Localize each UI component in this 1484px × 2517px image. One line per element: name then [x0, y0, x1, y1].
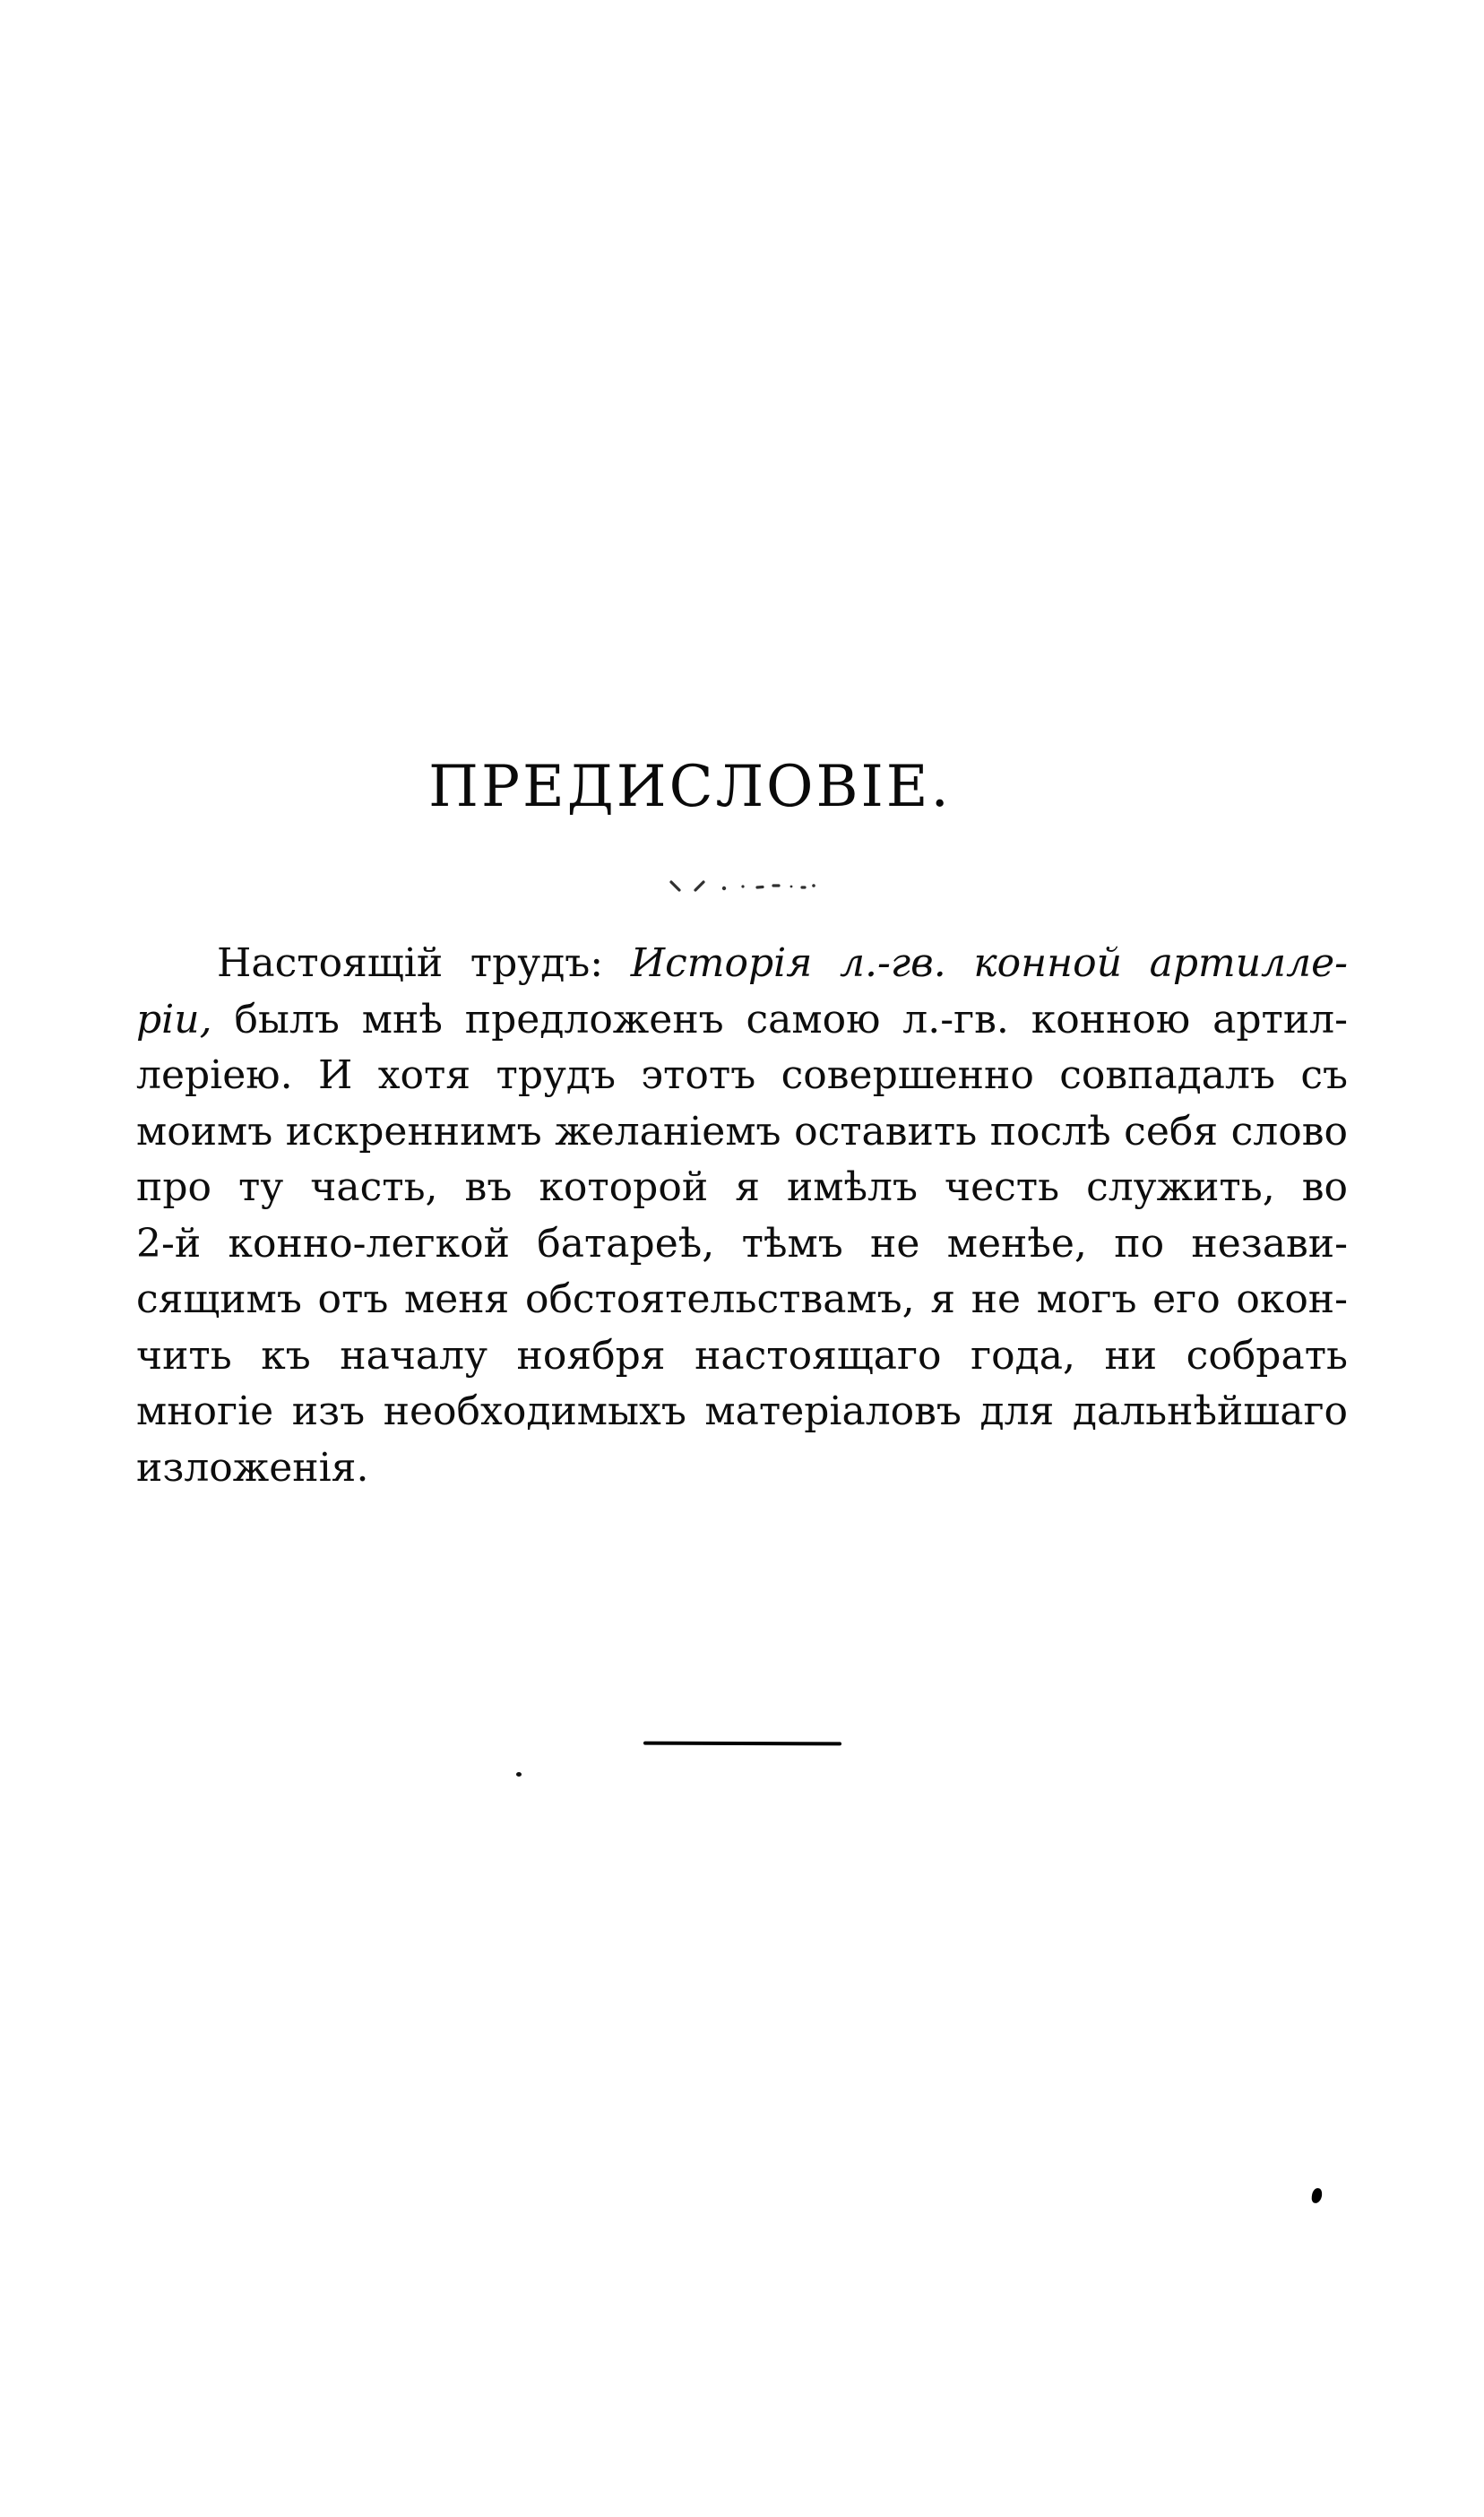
preface-paragraph [136, 936, 1348, 1496]
title-underline-flourish-icon [668, 878, 818, 895]
paragraph-line [136, 1104, 1348, 1161]
paragraph-line [136, 1440, 1348, 1497]
text-segment: леріею. И хотя трудъ этотъ совершенно совпадалъ съ [136, 1052, 1348, 1098]
italic-text-segment: Исторія л.-гв. конной артилле- [630, 940, 1348, 986]
page-title: ПРЕДИСЛОВІЕ. [428, 754, 952, 820]
paragraph-line [136, 1384, 1348, 1440]
paragraph-line [136, 1272, 1348, 1328]
paragraph-line [136, 1216, 1348, 1273]
ink-spot-bottom [1311, 2187, 1323, 2203]
text-segment: былъ мнѣ предложенъ самою л.-гв. конною артил- [211, 996, 1348, 1042]
paragraph-line [136, 936, 1348, 992]
text-segment: 2-й конно-легкой батареѣ, тѣмъ не менѣе, по незави- [136, 1220, 1348, 1267]
text-segment: изложенія. [136, 1444, 369, 1491]
text-segment: многіе изъ необходимыхъ матеріаловъ для дальнѣйшаго [136, 1388, 1348, 1434]
italic-text-segment: ріи, [136, 996, 212, 1042]
paragraph-line [136, 1160, 1348, 1216]
paragraph-line [136, 992, 1348, 1049]
section-divider-rule [643, 1742, 841, 1746]
ink-spot-small [516, 1772, 522, 1777]
paragraph-line [136, 1328, 1348, 1385]
paragraph-line [136, 1048, 1348, 1104]
text-segment: сящимъ отъ меня обстоятельствамъ, я не могъ его окон- [136, 1276, 1348, 1322]
text-segment: про ту часть, въ которой я имѣлъ честь служить, во [136, 1164, 1348, 1210]
text-segment: чить къ началу ноября настоящаго года, ни собрать [136, 1332, 1348, 1379]
text-segment: моимъ искреннимъ желаніемъ оставить послѣ себя слово [136, 1108, 1348, 1155]
text-segment: Настоящій трудъ: [217, 940, 631, 986]
